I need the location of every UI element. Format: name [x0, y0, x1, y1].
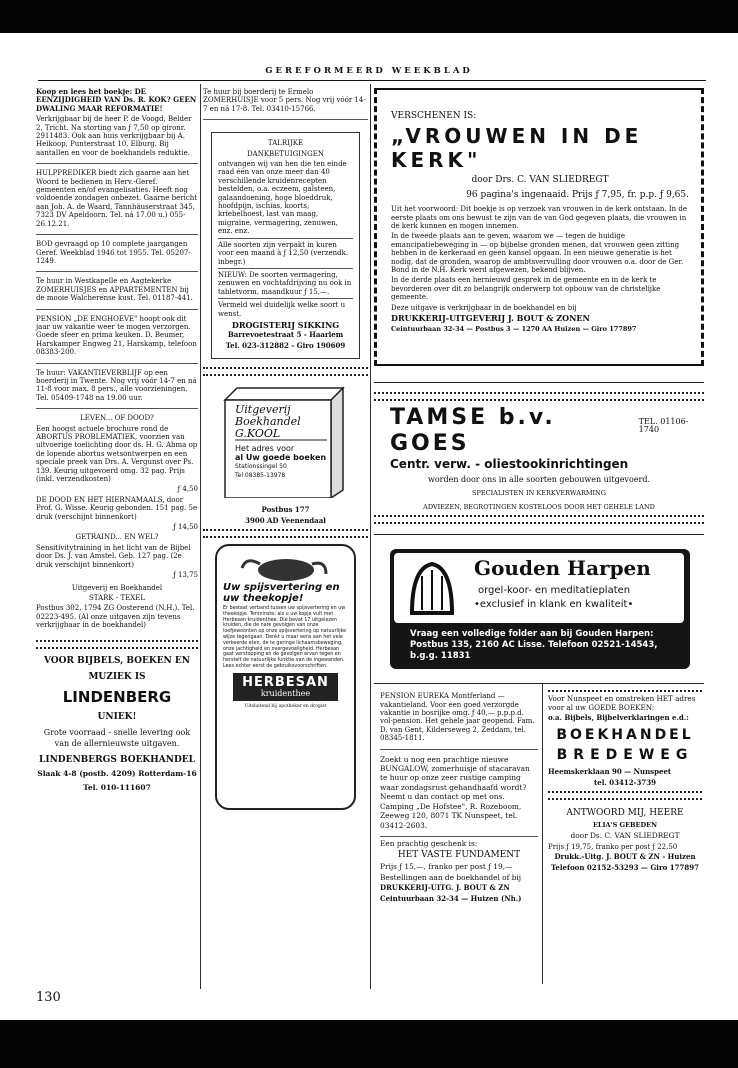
ad-text: Verkrijgbaar bij de heer P. de Voogd, Belder 2, Tricht. Na storting van ƒ 7,50 op gironr. 2911483. Ook aan huis verkrijgbaar bij A. Heikoop, Punterstraat 10, Elburg. Bij aantallen en voor de boekhandels reduktie. — [36, 115, 192, 157]
column-1 — [36, 86, 198, 796]
ad-text: ontvangen wij van hen die ten einde raad één van onze meer dan 40 verschillende kruidenrecepten bestelden, o.a. eczeem, galsteen, galaandoening, hoge bloeddruk, hoofdpijn, ischias, koorts, kriebelhoest, last van maag, migraine, vermagering, zenuwen, enz. enz. — [218, 160, 347, 236]
bottom-left-ads — [380, 690, 538, 905]
decorative-border — [203, 367, 368, 376]
bottom-right-ads — [548, 690, 702, 874]
phone: TEL. 01106-1740 — [638, 417, 689, 435]
kool-ad — [203, 380, 368, 500]
publisher-sub: STARK - TEXEL — [89, 593, 145, 602]
ad-text: Grote voorraad - snelle levering ook van de allernieuwste uitgaven. — [43, 727, 191, 748]
ad-text: PENSION „DE ENGHOEVE" hoopt ook dit jaar uw vakantie weer te mogen verzorgen. Goede sfeer en prima keuken. D. Beumer, Harskamper Engweg 21, Harskamp, telefoon 08383-200. — [36, 314, 197, 357]
bottom-black-band — [0, 1020, 738, 1068]
harp-icon — [402, 558, 462, 618]
book-title: „VROUWEN IN DE KERK" — [391, 124, 643, 173]
kool-line: Het adres voor — [235, 444, 295, 454]
ad-subtitle: Centr. verw. - oliestookinrichtingen — [390, 457, 629, 471]
book-price: Prijs ƒ 15,—, franko per post ƒ 19,— — [380, 862, 513, 872]
ad-text: Bestellingen aan de boekhandel of bij — [380, 872, 522, 882]
ad-title: LEVEN... OF DOOD? — [80, 414, 154, 423]
kool-line: Uitgeverij — [235, 403, 291, 417]
column-divider — [200, 84, 201, 989]
kool-logo — [235, 404, 301, 440]
book-subtitle: ELIA'S GEBEDEN — [592, 821, 658, 830]
classified-ad — [36, 313, 198, 364]
brand-sub: kruidenthee — [260, 688, 311, 698]
sikking-ad — [211, 132, 360, 359]
header-rule — [38, 80, 706, 81]
book-title: ANTWOORD MIJ, HEERE — [566, 808, 684, 819]
vrouwen-ad — [374, 88, 704, 366]
decorative-border — [36, 640, 198, 649]
ad-text: Sensitivitytraining in het licht van de Bijbel door Ds. J. van Amstel. Geb. 127 pag. (2e druk verschijnt binnenkort) — [36, 543, 191, 569]
kool-line: Stationssingel 50 — [235, 463, 287, 471]
ad-line: MUZIEK IS — [88, 671, 146, 682]
book-author: door Ds. C. VAN SLIEDREGT — [570, 830, 680, 840]
kool-line: al Uw goede boeken — [235, 453, 327, 463]
kool-line: Boekhandel — [235, 415, 301, 429]
ad-text: ADVIEZEN, BEGROTINGEN KOSTELOOS DOOR HET GEHELE LAND — [423, 502, 655, 511]
brand-name: Gouden Harpen — [474, 556, 651, 581]
gouden-harpen-panel — [390, 549, 690, 669]
ad-text: Alle soorten zijn verpakt in kuren voor een maand à ƒ 12,50 (verzendk. inbegr.) — [218, 238, 353, 266]
ad-head: VERSCHENEN IS: — [391, 111, 477, 121]
ad-title: DANKBETUIGINGEN — [247, 149, 324, 158]
publisher-name: DRUKKERIJ-UITGEVERIJ J. BOUT & ZONEN — [391, 313, 590, 324]
shop-phone: Tel. 023-312882 - Giro 190609 — [225, 340, 346, 350]
bungalow-ad — [380, 753, 538, 837]
kool-line: Tel 08385-13978 — [235, 472, 286, 480]
ad-text: HULPPREDIKER biedt zich gaarne aan het Woord te bedienen in Herv.-Geref. gemeenten en/of evangelisaties. Heeft nog voldoende zondagen onbezet. Gaarne bericht aan Joh. A. de Waard, Tannhäuserstraat 345, 7323 DV Apeldoorn. Tel. ná 17.00 u.) 055-26.12.21. — [36, 169, 198, 228]
shop-name: LINDENBERGS BOEKHANDEL — [39, 754, 195, 765]
ad-text: In de tweede plaats aan te geven, waarom we — tegen de huidige emancipatiebeweging in — op bijbelse gronden menen, dat vrouwen geen zitting hebben in de kerkeraad en geen kansel opgaan. In een nieuwe generatie is het nodig, dat de gronden, waarop de ambtsvervulling door vrouwen o.a. door de Ger. Bond in de N.H. Kerk werd afgewezen, bekend blijven. — [391, 232, 684, 275]
ad-text: Vermeld wel duidelijk welke soort u wenst. — [218, 298, 353, 318]
ad-subtitle: orgel-koor- en meditatieplaten — [478, 585, 631, 597]
column-3 — [374, 86, 704, 903]
ad-footer: Vraag een volledige folder aan bij Gouden Harpen: Postbus 135, 2160 AC Lisse. Telefoon 02521-14543, b.g.g. 11831 — [410, 629, 658, 662]
column-2 — [203, 86, 368, 816]
ad-intro: Een prachtig geschenk is: — [380, 838, 478, 848]
column-divider — [370, 84, 371, 989]
ad-text: Er bestaat verband tussen uw spijsvertering en uw theekopje. Tenminste: als u uw kopje vult met Herbesan kruidenthee. Die bevat 17 uitgelezen kruiden, die de nare gevolgen van onze loefjewoonten op onze spijsvertering op natuurlijke wijze tegengaan. Denkt u maar eens aan het vele verkeerde eten, de te geringe lichaamsbeweging, onze jachtigheid en overgevoeligheid. Herbesan gaat verstopping en de gevolgen ervan tegen en herstelt de natuurlijke funktie van de ingewanden. Lees echter eerst de gebruiksvoorschriften. — [223, 605, 347, 669]
price: ƒ 14,50 — [173, 523, 198, 532]
price: ƒ 4,50 — [177, 485, 198, 494]
city: 3900 AD Veenendaal — [245, 515, 326, 525]
top-black-band — [0, 0, 738, 33]
page-header-title: GEREFORMEERD WEEKBLAD — [265, 66, 473, 76]
classified-ad — [36, 167, 198, 235]
ad-text: Deze uitgave is verkrijgbaar in de boekhandel en bij — [391, 303, 577, 312]
ad-text: DE DOOD EN HET HIERNAMAALS, door Prof. G. Wisse. Keurig gebonden. 151 pag. 5e druk (verschijnt binnenkort) — [36, 495, 198, 521]
gouden-harpen-ad — [374, 534, 704, 675]
fundament-ad — [380, 840, 538, 903]
decorative-border — [374, 515, 704, 524]
herbesan-ad — [215, 544, 356, 810]
ad-text: In de derde plaats een hernieuwd gesprek in de gemeente en in de kerk te bevorderen over dit zo belangrijk onderwerp tot opbouw van de christelijke gemeente. — [391, 276, 661, 302]
brand-name: LINDENBERG — [62, 687, 172, 706]
ad-title: GETRAIND... EN WEL? — [75, 533, 159, 542]
classified-ad — [36, 86, 198, 164]
shop-address: Slaak 4-8 (postb. 4209) Rotterdam-16 — [37, 768, 197, 778]
herbesan-pack — [233, 673, 338, 701]
publisher-address: Ceintuurbaan 32-34 — Huizen (Nh.) — [380, 893, 522, 903]
book-price: Prijs ƒ 19,75, franko per post ƒ 22,50 — [548, 843, 678, 852]
ad-text: worden door ons in alle soorten gebouwen uitgevoerd. — [428, 475, 650, 484]
shop-phone: tel. 03412-3739 — [594, 777, 656, 787]
shop-phone: Tel. 010-111607 — [83, 782, 151, 792]
gouden-harpen-top — [394, 553, 684, 623]
column-divider — [542, 684, 543, 984]
page-number: 130 — [36, 990, 61, 1005]
ad-text: o.a. Bijbels, Bijbelverklaringen e.d.: — [548, 713, 689, 723]
lindenberg-ad — [36, 655, 198, 794]
bottom-ads — [374, 683, 704, 903]
ad-subtitle: •exclusief in klank en kwaliteit• — [474, 599, 634, 611]
publisher-phone: Telefoon 02152-53293 — Giro 177897 — [551, 862, 699, 872]
publisher-address: Ceintuurbaan 32-34 — Postbus 3 — 1270 AA Huizen — Giro 177897 — [391, 324, 637, 333]
brand-name: HERBESAN — [242, 674, 329, 690]
brand-name: TAMSE b.v. GOES — [390, 405, 556, 456]
kool-info — [235, 444, 326, 480]
shop-address: Heemskerklaan 90 — Nunspeet — [548, 767, 672, 777]
ad-text: Postbus 302, 1794 ZG Oosterend (N.H.). Tel. 02223-495. (Al onze uitgaven zijn tevens verkrijgbaar in de boekhandel) — [36, 604, 195, 630]
brand-name: BOEKHANDEL — [556, 727, 694, 744]
publisher-title: Uitgeverij en Boekhandel — [71, 583, 163, 592]
classified-ad — [36, 275, 198, 309]
price: ƒ 13,75 — [173, 571, 198, 580]
publisher-name: Drukk.-Uitg. J. BOUT & ZN - Huizen — [554, 852, 696, 862]
ad-text: BOD gevraagd op 10 complete jaargangen Geref. Weekblad 1946 tot 1955. Tel. 05207-1249. — [36, 240, 191, 265]
ad-text: SPECIALISTEN IN KERKVERWARMING — [472, 489, 606, 498]
ad-line: UNIEK! — [97, 711, 137, 722]
bredeweg-ad — [548, 690, 702, 800]
decorative-border — [548, 791, 702, 800]
ad-text: Voor Nunspeet en omstreken HET adres voor al uw GOEDE BOEKEN: — [548, 694, 696, 712]
teapot-icon — [226, 552, 346, 582]
ad-text: Te huur in Westkapelle en Aagtekerke ZOMERHUISJES en APPARTEMENTEN bij de mooie Walcherense kust. Tel. 01187-441. — [36, 277, 193, 303]
ad-title: TALRIJKE — [267, 139, 304, 148]
postbus: Postbus 177 — [261, 505, 310, 515]
ad-text: Een hoogst actuele brochure rond de ABORTUS PROBLEMATIEK, voorzien van uitvoerige toelichting door ds. H. G. Abma op de lopende abortus wetsontwerpen en een speciale preek van Drs. A. Vergunst over Ps. 139. Keurig uitgevoerd omg. 32 pag. Prijs (inkl. verzendkosten) — [36, 424, 198, 484]
ad-text: Uit het voorwoord: Dit boekje is op verzoek van vrouwen in de kerk ontstaan. In de eerste plaats om ons bewust te zijn van de van God gegeven plaats, die vrouwen in de kerk kunnen en mogen innemen. — [391, 205, 688, 231]
ad-text: PENSION EUREKA Montferland — vakantieland. Voor een goed verzorgde vakantie in bosrijke omg. ƒ 40,— p.p.p.d. vol-pension. Het gehele jaar geopend. Fam. D. van Gent, Kilderseweg 2, Zeddam, tel. 08345-1811. — [380, 692, 535, 743]
classified-ad — [36, 238, 198, 272]
ad-text: NIEUW: De soorten vermagering, zenuwen en vochtafdrijving nu ook in tabletvorm, maandkuur ƒ 15,—. — [218, 268, 353, 296]
stark-ad — [36, 412, 198, 635]
book-title: HET VASTE FUNDAMENT — [397, 850, 521, 861]
ad-footnote: Uitsluitend bij apotheker en drogist — [244, 704, 327, 710]
tamse-header — [374, 405, 704, 457]
decorative-border — [203, 529, 368, 538]
tamse-ad — [374, 382, 704, 524]
publisher-name: DRUKKERIJ-UITG. J. BOUT & ZN — [380, 883, 510, 893]
eureka-ad — [380, 690, 538, 749]
shop-address: Barrevoetestraat 5 - Haarlem — [227, 330, 344, 340]
antwoord-ad — [548, 808, 702, 872]
decorative-border — [374, 392, 704, 401]
shop-name: DROGISTERIJ SIKKING — [231, 319, 340, 330]
ad-title: Uw spijsvertering en uw theekopje! — [223, 581, 340, 604]
book-author: door Drs. C. VAN SLIEDREGT — [471, 175, 609, 186]
book-price: 96 pagina's ingenaaid. Prijs ƒ 7,95, fr. p.p. ƒ 9,65. — [466, 189, 689, 200]
kool-line: G.KOOL — [235, 427, 281, 441]
ad-text: Te huur: VAKANTIEVERBLIJF op een boerderij in Twente. Nog vrij vóór 14-7 en ná 11-8 voor max. 8 pers., alle voorzieningen. Tel. 05409-1748 na 19.00 uur. — [36, 368, 197, 402]
brand-name: BREDEWEG — [556, 747, 694, 764]
ad-heading: Koop en lees het boekje: DE EENZIJDIGHEID VAN Ds. R. KOK? GEEN DWALING MAAR REFORMATIE! — [36, 87, 197, 113]
classified-ad — [203, 86, 368, 120]
ad-line: VOOR BIJBELS, BOEKEN EN — [43, 655, 191, 666]
ad-text: Te huur bij boerderij te Ermelo ZOMERHUISJE voor 5 pers. Nog vrij vóór 14-7 en ná 17-8. Tel. 03410-15766. — [203, 88, 366, 113]
classified-ad — [36, 367, 198, 410]
ad-text: Zoekt u nog een prachtige nieuwe BUNGALOW, zomerhuisje of stacaravan te huur op onze zeer rustige camping waar zondagsrust gehandhaafd wordt? Neemt u dan contact op met ons. Camping „De Hofstee", R. Rozeboom, Zeeweg 120, 8071 TK Nunspeet, tel. 03412-2603. — [380, 754, 530, 830]
